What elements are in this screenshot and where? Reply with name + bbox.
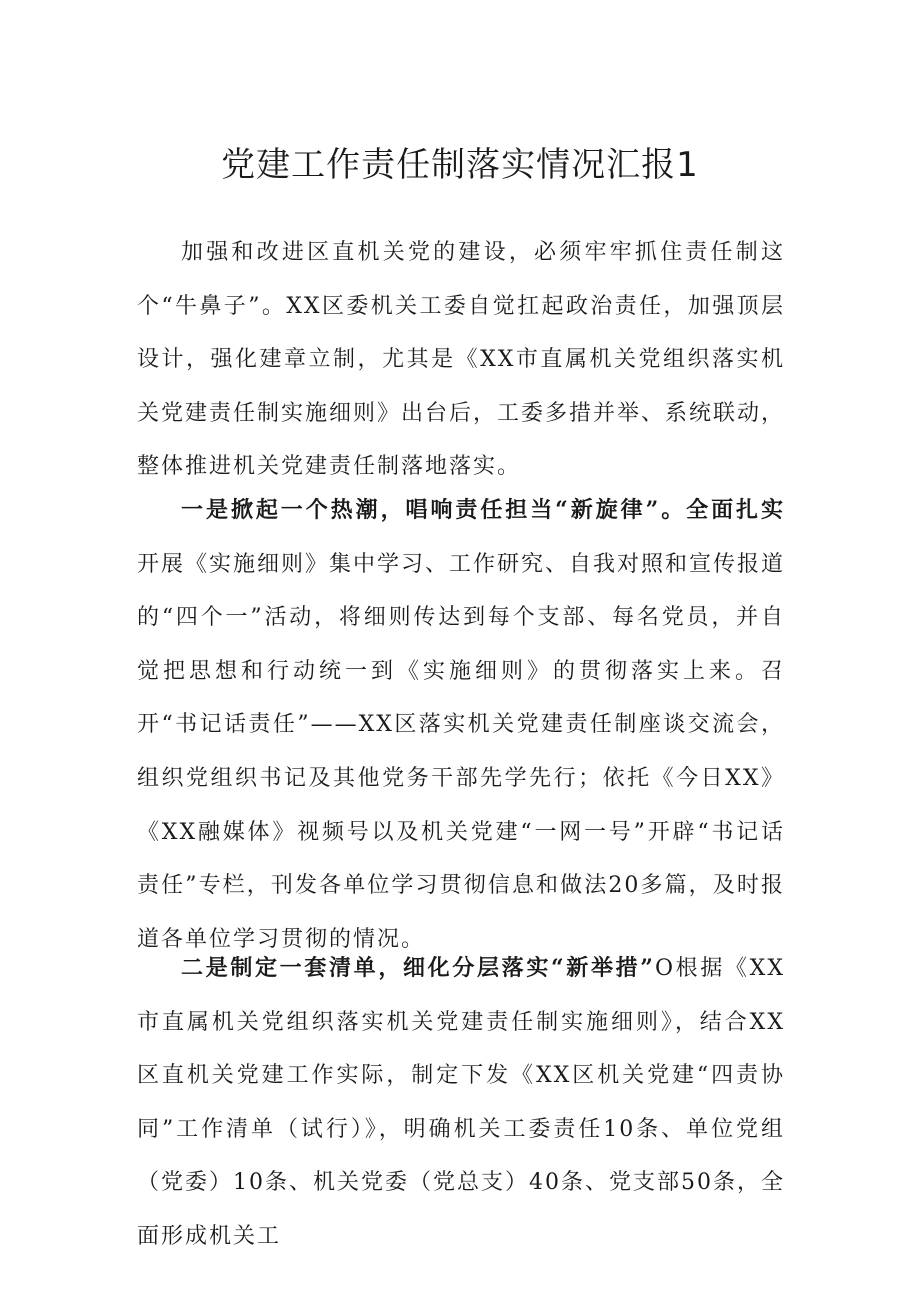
paragraph-2-lead: 一是掀起一个热潮，唱响责任担当“新旋律”。全面扎实 bbox=[181, 497, 785, 523]
paragraph-3-text: O根据《XX市直属机关党组织落实机关党建责任制实施细则》，结合XX区直机关党建工作实际，制定下发《XX区机关党建“四责协同”工作清单（试行）》，明确机关工委责任10条、单位党组（党委）10条、机关党委（党总支）40条、党支部50条，全面形成机关工 bbox=[137, 956, 785, 1249]
paragraph-2-text: 开展《实施细则》集中学习、工作研究、自我对照和宣传报道的“四个一”活动，将细则传达到每个支部、每名党员，并自觉把思想和行动统一到《实施细则》的贯彻落实上来。召开“书记话责任”——XX区落实机关党建责任制座谈交流会，组织党组织书记及其他党务干部先学先行；依托《今日XX》《XX融媒体》视频号以及机关党建“一网一号”开辟“书记话责任”专栏，刊发各单位学习贯彻信息和做法20多篇，及时报道各单位学习贯彻的情况。 bbox=[137, 551, 786, 952]
body-paragraph-2 bbox=[137, 484, 785, 966]
body-paragraph-3 bbox=[137, 942, 785, 1264]
body-paragraph-1 bbox=[137, 226, 785, 494]
paragraph-3-lead: 二是制定一套清单，细化分层落实“新举措” bbox=[181, 955, 655, 981]
document-title: 党建工作责任制落实情况汇报1 bbox=[221, 145, 699, 185]
paragraph-1-text: 加强和改进区直机关党的建设，必须牢牢抓住责任制这个“牛鼻子”。XX区委机关工委自觉扛起政治责任，加强顶层设计，强化建章立制，尤其是《XX市直属机关党组织落实机关党建责任制实施细则》出台后，工委多措并举、系统联动，整体推进机关党建责任制落地落实。 bbox=[137, 240, 786, 480]
